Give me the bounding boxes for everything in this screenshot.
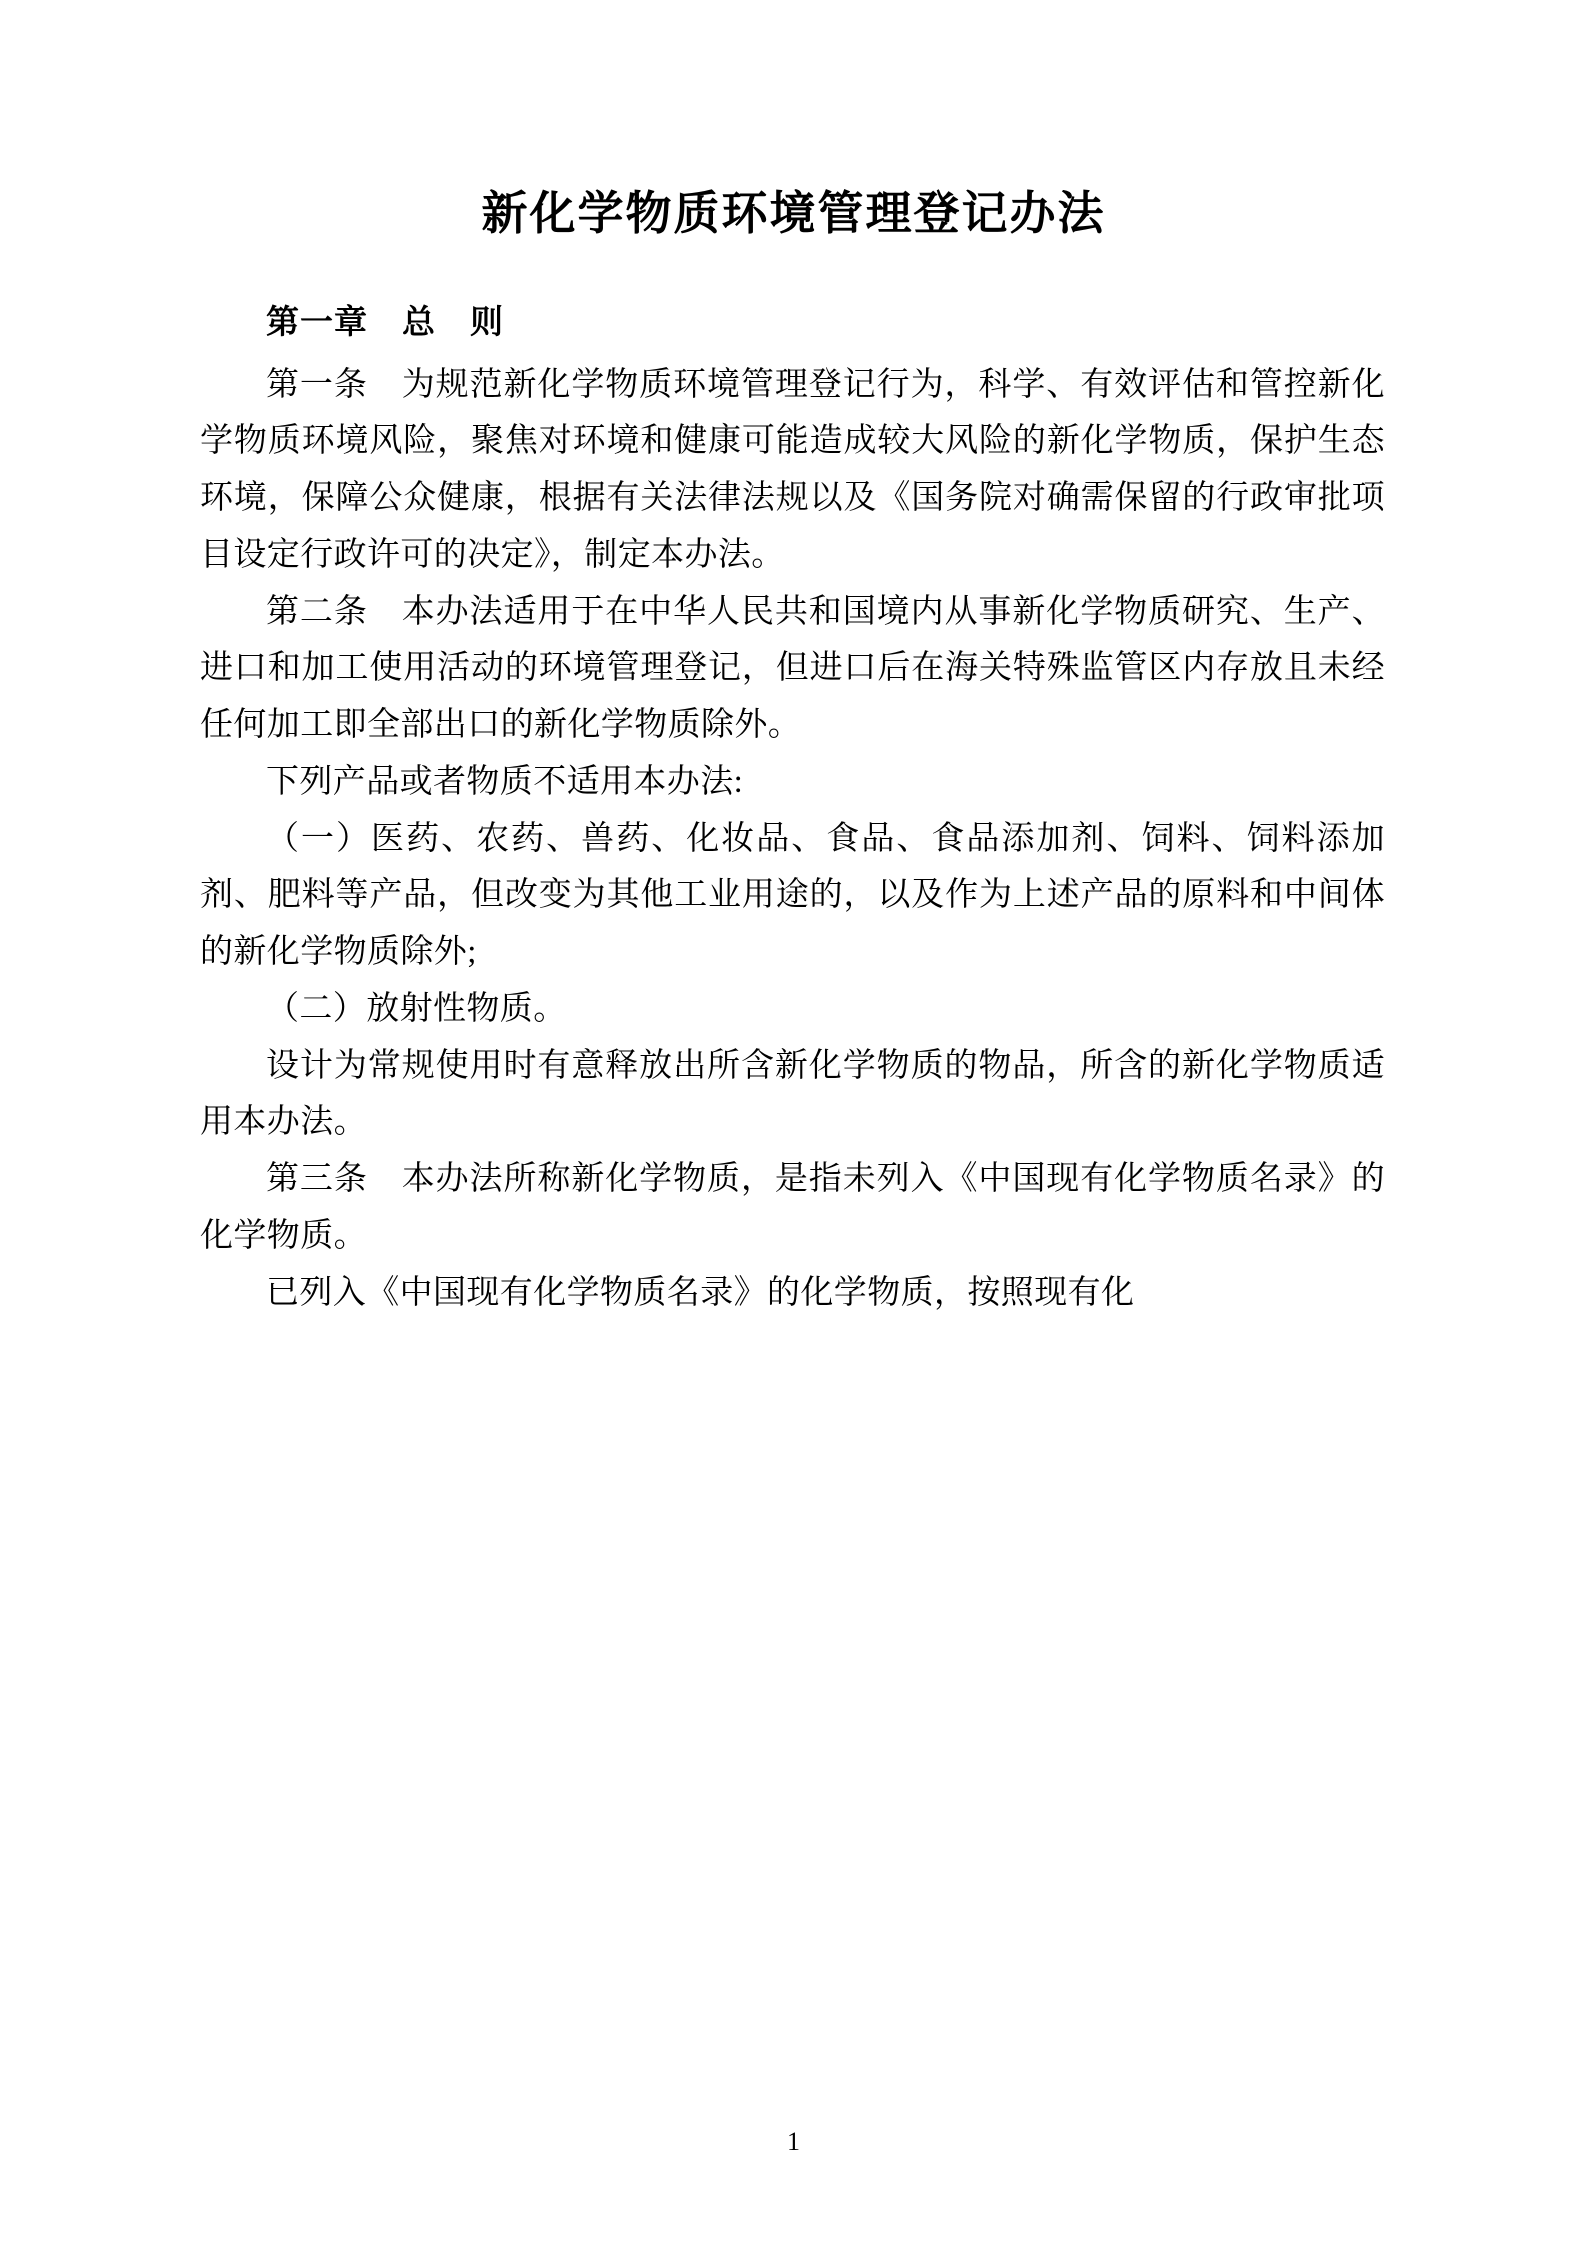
page-number: 1	[787, 2127, 800, 2156]
paragraph-article-2: 第二条 本办法适用于在中华人民共和国境内从事新化学物质研究、生产、进口和加工使用活动的环境管理登记，但进口后在海关特殊监管区内存放且未经任何加工即全部出口的新化学物质除外。	[200, 593, 1385, 744]
paragraph-exclusion-item-1: （一）医药、农药、兽药、化妆品、食品、食品添加剂、饲料、饲料添加剂、肥料等产品，但改变为其他工业用途的，以及作为上述产品的原料和中间体的新化学物质除外;	[200, 820, 1385, 971]
paragraph-article-1: 第一条 为规范新化学物质环境管理登记行为，科学、有效评估和管控新化学物质环境风险，聚焦对环境和健康可能造成较大风险的新化学物质，保护生态环境，保障公众健康，根据有关法律法规以及《国务院对确需保留的行政审批项目设定行政许可的决定》，制定本办法。	[200, 366, 1385, 573]
paragraph-exclusion-item-2: （二）放射性物质。	[266, 990, 567, 1027]
document-body	[0, 241, 1587, 1321]
paragraph-article-3: 第三条 本办法所称新化学物质，是指未列入《中国现有化学物质名录》的化学物质。	[200, 1161, 1385, 1254]
page-title: 新化学物质环境管理登记办法	[481, 188, 1106, 239]
paragraph-exclusion-intro: 下列产品或者物质不适用本办法:	[266, 763, 744, 800]
paragraph-release-articles: 设计为常规使用时有意释放出所含新化学物质的物品，所含的新化学物质适用本办法。	[200, 1047, 1385, 1141]
document-content	[200, 297, 1385, 1321]
paragraph-existing-inventory: 已列入《中国现有化学物质名录》的化学物质，按照现有化	[266, 1274, 1135, 1311]
chapter-heading: 第一章 总 则	[266, 305, 504, 342]
